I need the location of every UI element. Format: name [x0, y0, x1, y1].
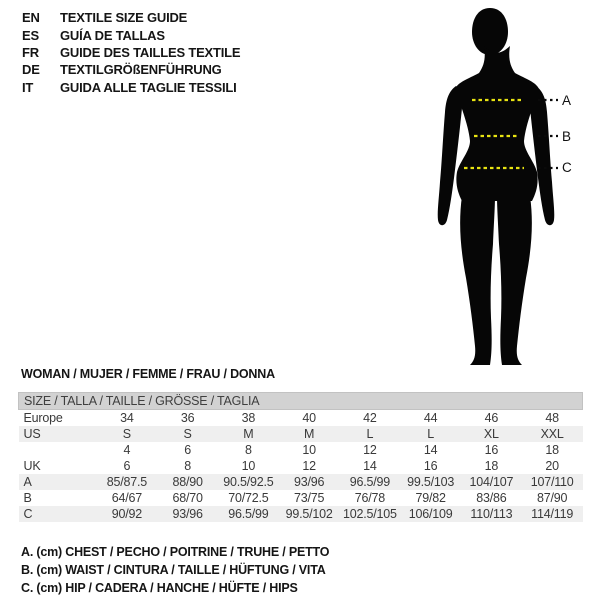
size-cell: S	[97, 426, 158, 442]
size-cell: 68/70	[172, 491, 203, 505]
table-row	[19, 426, 583, 442]
size-cell: XL	[461, 426, 522, 442]
size-cell: 48	[545, 411, 559, 425]
table-row	[19, 490, 583, 506]
language-label: TEXTILE SIZE GUIDE	[60, 10, 188, 26]
row-label: UK	[23, 459, 41, 473]
table-row	[19, 410, 583, 427]
measurement-letters	[562, 93, 572, 175]
table-header-label: SIZE / TALLA / TAILLE / GRÖSSE / TAGLIA	[19, 393, 583, 410]
size-cell: 87/90	[536, 491, 568, 505]
legend-chest: A. (cm) CHEST / PECHO / POITRINE / TRUHE / PETTO	[21, 545, 330, 559]
size-cell: 102.5/105	[340, 506, 401, 522]
language-code: ES	[22, 27, 39, 43]
size-cell: 90/92	[97, 506, 158, 522]
language-list	[22, 9, 240, 96]
legend-hip: C. (cm) HIP / CADERA / HANCHE / HÜFTE / HIPS	[21, 581, 298, 595]
size-cell: 46	[484, 411, 499, 425]
row-label: B	[23, 491, 32, 505]
table-row	[19, 506, 583, 522]
size-cell: 10	[241, 459, 256, 473]
size-cell: 8	[184, 459, 191, 473]
language-code: FR	[22, 44, 39, 60]
row-label: Europe	[23, 411, 63, 425]
table-header-row	[19, 393, 583, 410]
size-cell: 4	[123, 443, 131, 457]
size-cell: 40	[302, 411, 316, 425]
size-cell: 8	[244, 443, 252, 457]
size-cell: 16	[423, 459, 438, 473]
legend-waist: B. (cm) WAIST / CINTURA / TAILLE / HÜFTUNG / VITA	[21, 563, 326, 577]
language-code: DE	[22, 62, 40, 78]
marker-letter-c: C	[562, 160, 572, 175]
size-cell: 18	[484, 459, 499, 473]
language-label: GUÍA DE TALLAS	[60, 27, 165, 43]
size-cell: 114/119	[522, 506, 583, 522]
size-cell: 90.5/92.5	[218, 474, 279, 490]
language-row	[22, 44, 240, 61]
size-cell: 12	[363, 443, 377, 457]
language-code: EN	[22, 10, 40, 26]
size-cell: 110/113	[461, 506, 522, 522]
size-cell: S	[157, 426, 218, 442]
woman-silhouette	[438, 8, 555, 365]
measurement-legend	[21, 543, 329, 597]
language-row	[22, 79, 240, 96]
size-cell: 36	[180, 411, 195, 425]
language-label: GUIDE DES TAILLES TEXTILE	[60, 44, 241, 60]
language-row	[22, 61, 240, 78]
woman-silhouette-figure	[420, 0, 600, 380]
size-cell: XXL	[522, 426, 583, 442]
row-label	[19, 442, 97, 458]
size-cell: 16	[484, 443, 499, 457]
size-cell: 96.5/99	[218, 506, 279, 522]
size-cell: L	[400, 426, 461, 442]
size-cell: 18	[545, 443, 559, 457]
size-cell: 38	[241, 411, 256, 425]
size-cell: 14	[423, 443, 438, 457]
size-cell: 12	[302, 459, 316, 473]
size-cell: 83/86	[476, 491, 507, 505]
size-cell: 70/72.5	[228, 491, 269, 505]
language-row	[22, 9, 240, 26]
size-cell: 34	[120, 411, 134, 425]
size-cell: 107/110	[522, 474, 583, 490]
size-table	[18, 392, 583, 522]
size-cell: 6	[184, 443, 191, 457]
marker-letter-b: B	[562, 129, 572, 144]
language-label: GUIDA ALLE TAGLIE TESSILI	[60, 79, 237, 95]
size-cell: 93/96	[279, 474, 340, 490]
size-cell: M	[218, 426, 279, 442]
size-cell: 104/107	[461, 474, 522, 490]
marker-letter-a: A	[562, 93, 572, 108]
size-cell: 106/109	[400, 506, 461, 522]
size-cell: 88/90	[157, 474, 218, 490]
size-cell: 42	[363, 411, 377, 425]
language-row	[22, 26, 240, 43]
size-cell: 93/96	[157, 506, 218, 522]
size-cell: 73/75	[293, 491, 325, 505]
row-label: C	[19, 506, 97, 522]
row-label: US	[19, 426, 97, 442]
size-cell: 76/78	[354, 491, 386, 505]
size-cell: 6	[123, 459, 131, 473]
size-cell: 20	[545, 459, 559, 473]
size-cell: 64/67	[111, 491, 143, 505]
size-cell: 96.5/99	[340, 474, 401, 490]
size-cell: M	[279, 426, 340, 442]
language-code: IT	[22, 79, 34, 95]
table-row	[19, 458, 583, 474]
table-row	[19, 474, 583, 490]
table-row	[19, 442, 583, 458]
size-cell: 79/82	[415, 491, 446, 505]
size-cell: 44	[423, 411, 438, 425]
size-cell: L	[340, 426, 401, 442]
woman-heading: WOMAN / MUJER / FEMME / FRAU / DONNA	[21, 367, 275, 381]
row-label: A	[19, 474, 97, 490]
size-cell: 85/87.5	[97, 474, 158, 490]
language-label: TEXTILGRÖßENFÜHRUNG	[60, 62, 222, 78]
size-cell: 14	[363, 459, 377, 473]
size-cell: 99.5/102	[279, 506, 340, 522]
size-cell: 99.5/103	[400, 474, 461, 490]
size-cell: 10	[302, 443, 316, 457]
